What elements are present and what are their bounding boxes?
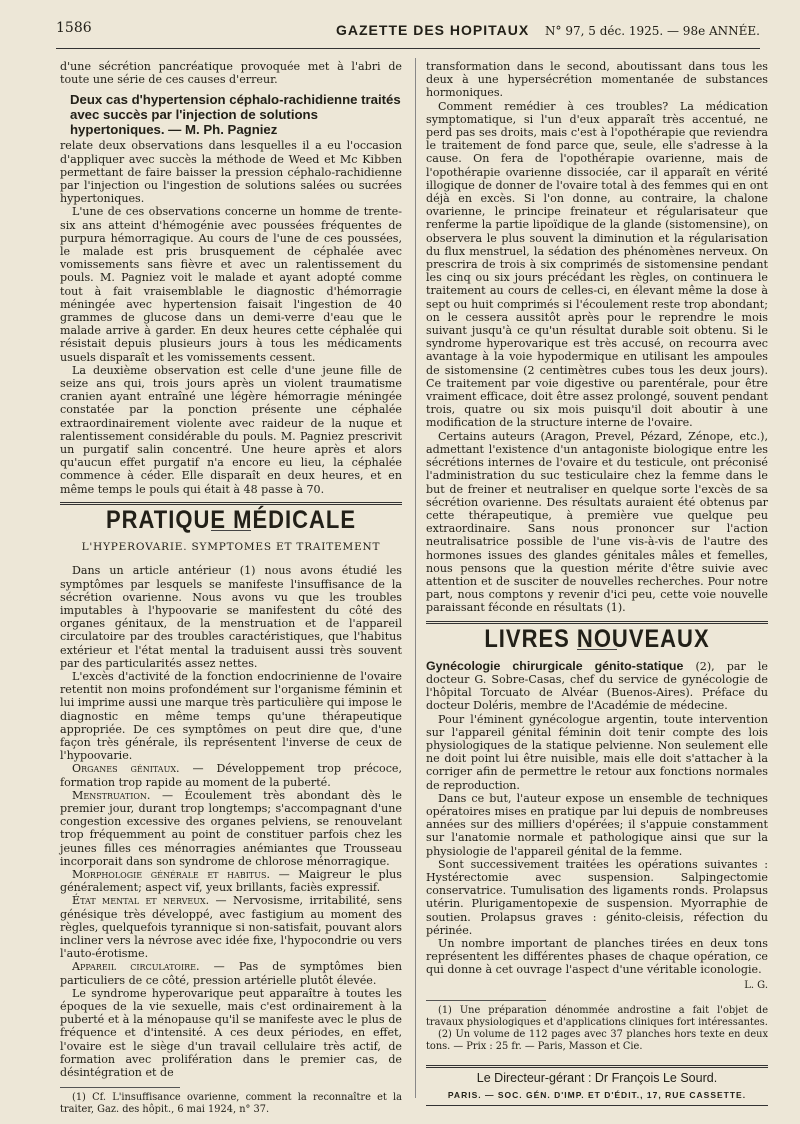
footnote-rule bbox=[60, 1087, 180, 1088]
right-column bbox=[426, 60, 768, 1106]
footnote-rule bbox=[426, 1000, 546, 1001]
column-separator bbox=[415, 58, 416, 1098]
intro-paragraph: d'une sécrétion pancréatique provoquée met à l'abri de toute une série de ces causes d'erreur. bbox=[60, 60, 402, 87]
paragraph: relate deux observations dans lesquelles il a eu l'occasion d'appliquer avec succès la méthode de Weed et Mc Kibben permettant de faire baisser la pression céphalo-rachidienne par l'injection ou l'ingestion de solutions salées ou sucrées hypertoniques. bbox=[60, 139, 402, 206]
run-in-label: Appareil circulatoire. bbox=[72, 960, 200, 974]
paragraph: L'excès d'activité de la fonction endocrinienne de l'ovaire retentit non moins profondément sur l'organisme féminin et lui imprime aussi une marque très particulière qui impose le diagnostic en même temps qu'une thérapeutique appropriée. De ces symptômes on peut dire que, d'une façon très générale, ils représentent l'inverse de ceux de l'hypoovarie. bbox=[60, 669, 402, 763]
paragraph: Dans un article antérieur (1) nous avons étudié les symptômes par lesquels se manifeste l'insuffisance de la sécrétion ovarienne. Nous avons vu que les troubles imputables à l'hypoovarie se manifestent du côté des organes génitaux, de la menstruation et de l'appareil circulatoire par des troubles caractéristiques, que l'habitus extérieur et l'état mental la traduisent aussi très souvent par des particularités assez nettes. bbox=[60, 564, 402, 670]
paragraph-etat-mental bbox=[60, 894, 402, 960]
paragraph-menstruation bbox=[60, 789, 402, 868]
journal-title: GAZETTE DES HOPITAUX bbox=[336, 22, 530, 38]
section-rule bbox=[426, 621, 768, 624]
footnote: (2) Un volume de 112 pages avec 37 planches hors texte en deux tons. — Prix : 25 fr. — Paris, Masson et Cie. bbox=[426, 1028, 768, 1052]
paragraph: L'une de ces observations concerne un homme de trente-six ans atteint d'hémogénie avec poussées fréquentes de purpura hémorragique. Au cours de l'une de ces poussées, le malade est pris brusquement de céphalée avec vomissements sans fièvre et avec un ralentissement du pouls. M. Pagniez voit le malade et ayant adopté comme tout à fait vraisemblable le diagnostic d'hémorragie méningée avec hypertension faisait l'ingestion de 40 grammes de glucose dans un demi-verre d'eau que le malade arrive à garder. En deux heures cette céphalée qui résistait depuis plusieurs jours à tous les médicaments usuels disparaît et les vomissements cessent. bbox=[60, 205, 402, 364]
paragraph: Pour l'éminent gynécologue argentin, toute intervention sur l'appareil génital féminin doit tenir compte des lois physiologiques de la statique pelvienne. Non seulement elle ne doit point lui être nuisible, mais elle doit s'attacher à la corriger afin de permettre le retour aux fonctions normales de reproduction. bbox=[426, 712, 768, 792]
header-rule bbox=[56, 48, 760, 49]
paragraph: Sont successivement traitées les opérations suivantes : Hystérectomie avec suspension. Salpingectomie conservatrice. Tumulisation des ligaments ronds. Prolapsus utérin. Plurigamentopexie de suspension. Myorraphie de soutien. Prolapsus graves : génito-cleisis, réfection du périnée. bbox=[426, 857, 768, 937]
paragraph: Comment remédier à ces troubles? La médication symptomatique, si l'un d'eux apparaît très accentué, ne perd pas ses droits, mais c'est à l'opothérapie que reviendra le traitement de fond parce que, seule, elle s'adresse à la cause. On fera de l'opothérapie ovarienne, mais de l'opothérapie ovarienne dissociée, car il apparaît en vérité illogique de donner de l'ovaire total à des femmes qui en ont déjà en excès. Si l'on donne, au contraire, la chalone ovarienne, le principe freinateur et régularisateur que renferme la partie lipoïdique de la glande (sistomensine), on observera le plus souvent la diminution et la régularisation du flux menstruel, la sédation des phénomènes nerveux. On prescrira de trois à six comprimés de sistomensine pendant les cinq ou six jours précédant les règles, on continuera le traitement au cours de celles-ci, en élevant même la dose à sept ou huit comprimés si l'écoulement reste trop abondant; on le cessera aussitôt après pour le reprendre le mois suivant jusqu'à ce qu'un résultat durable soit obtenu. Si le syndrome hyperovarique est très accusé, on recourra avec avantage à la voie hypodermique en utilisant les ampoules de sistomensine (2 centimètres cubes tous les deux jours). Ce traitement par voie digestive ou parentérale, pour être vraiment efficace, doit être assez prolongé, souvent pendant trois, quatre ou six mois puisqu'il doit aboutir à une modification de la structure interne de l'ovaire. bbox=[426, 99, 768, 430]
running-header bbox=[56, 14, 760, 46]
section-title: LIVRES NOUVEAUX bbox=[484, 623, 710, 653]
paragraph: Certains auteurs (Aragon, Prevel, Pézard, Zénope, etc.), admettant l'existence d'un antagoniste biologique entre les sécrétions internes de l'ovaire et du testicule, ont préconisé l'administration du suc testiculaire chez la femme dans le but de freiner et neutraliser en quelque sorte l'excès de sa sécrétion ovarienne. Des résultats auraient été obtenus par cette thérapeutique, à première vue quelque peu extraordinaire. Sans nous prononcer sur l'action neutralisatrice possible de l'une vis-à-vis de l'autre des hormones issues des glandes génitales mâles et femelles, nous pensons que la question mérite d'être suivie avec attention et de susciter de nouvelles recherches. Pour notre part, nous comptons y revenir d'ici peu, cette voie nouvelle paraissant féconde en résultats (1). bbox=[426, 429, 768, 615]
run-in-text: — Maigreur le plus généralement; aspect vif, yeux brillants, faciès expressif. bbox=[60, 867, 402, 895]
paragraph-organes bbox=[60, 762, 402, 788]
section-title: PRATIQUE MÉDICALE bbox=[105, 505, 357, 534]
book-entry bbox=[426, 660, 768, 713]
bottom-rule bbox=[426, 1105, 768, 1106]
footer-rule bbox=[426, 1065, 768, 1068]
book-details: (2), par le docteur G. Sobre-Casas, chef du service de gynécologie de l'hôpital Torcuato de Alvéar (Buenos-Aires). Préface du docteur Doléris, membre de l'Académie de médecine. bbox=[426, 659, 768, 713]
article-subheading: L'HYPEROVARIE. SYMPTOMES ET TRAITEMENT bbox=[81, 541, 381, 554]
run-in-text: — Nervosisme, irritabilité, sens génésique très développé, avec fastigium au moment des règles, quelquefois tyrannique si non-satisfait, pouvant alors incliner vers la névrose avec idée fixe, l'hypocondrie ou vers l'auto-érotisme. bbox=[60, 894, 403, 961]
paragraph: Un nombre important de planches tirées en deux tons représentent les différentes phases de chaque opération, ce qui donne à cet ouvrage l'aspect d'une véritable iconologie. bbox=[426, 937, 768, 977]
run-in-label: Morphologie générale et habitus. bbox=[72, 867, 270, 881]
run-in-text: — Écoulement très abondant dès le premier jour, durant trop longtemps; s'accompagnant d'une congestion excessive des organes pelviens, se renouvelant trop fréquemment au point de constituer parfois chez les jeunes filles ces ménorragies anémiantes que Trousseau incorporait dans son syndrome de chlorose ménorragique. bbox=[60, 788, 402, 868]
left-column bbox=[60, 60, 402, 1116]
article-heading: Deux cas d'hypertension céphalo-rachidienne traités avec succès par l'injection de solutions hypertoniques. — M. Ph. Pagniez bbox=[70, 92, 401, 138]
run-in-text: — Pas de symptômes bien particuliers de ce côté, pression artérielle plutôt élevée. bbox=[60, 960, 402, 987]
publisher-credit: Le Directeur-gérant : Dr François Le Sourd. bbox=[476, 1070, 718, 1085]
paragraph: La deuxième observation est celle d'une jeune fille de seize ans qui, trois jours après un violent traumatisme cranien ayant entraîné une légère hémorragie méningée constatée par la ponction présente une céphalée extraordinairement violente avec raideur de la nuque et ralentissement considérable du pouls. M. Pagniez prescrivit un purgatif salin concentré. Une heure après et alors qu'aucun effet purgatif n'a encore eu lieu, la céphalée commence à céder. Elle disparaît en deux heures, et en même temps le pouls qui était à 48 passe à 70. bbox=[60, 363, 402, 496]
paragraph: Dans ce but, l'auteur expose un ensemble de techniques opératoires mises en pratique par lui depuis de nombreuses années sur des milliers d'opérées; il s'appuie constamment sur l'anatomie normale et pathologique ainsi que sur la physiologie de l'appareil génital de la femme. bbox=[426, 791, 768, 858]
paragraph: Le syndrome hyperovarique peut apparaître à toutes les époques de la vie sexuelle, mais c'est ordinairement à la puberté et à la ménopause qu'il se manifeste avec le plus de fréquence et d'intensité. A ces deux périodes, en effet, l'ovaire est le siège d'un travail cellulaire très actif, de formation avec prolifération dans le premier cas, de désintégration et de bbox=[60, 986, 402, 1080]
footnote: (1) Cf. L'insuffisance ovarienne, comment la reconnaître et la traiter, Gaz. des hôpit., 6 mai 1924, n° 37. bbox=[60, 1092, 402, 1116]
paragraph-morphologie bbox=[60, 868, 402, 894]
printer-credit: PARIS. — SOC. GÉN. D'IMP. ET D'ÉDIT., 17, RUE CASSETTE. bbox=[447, 1090, 747, 1101]
book-title: Gynécologie chirurgicale génito-statique bbox=[426, 658, 684, 673]
review-signature: L. G. bbox=[744, 979, 768, 991]
paragraph-appareil bbox=[60, 960, 402, 986]
run-in-label: Menstruation. bbox=[72, 788, 151, 802]
footnote: (1) Une préparation dénommée androstine a fait l'objet de travaux physiologiques et d'applications cliniques fort intéressantes. bbox=[426, 1004, 768, 1028]
run-in-label: Organes génitaux. bbox=[72, 762, 180, 776]
issue-info: N° 97, 5 déc. 1925. — 98e ANNÉE. bbox=[545, 24, 760, 38]
run-in-label: État mental et nerveux. bbox=[72, 894, 210, 908]
page-number: 1586 bbox=[56, 20, 92, 36]
paragraph: transformation dans le second, aboutissant dans tous les deux à une hypersécrétion momentanée de substances hormoniques. bbox=[426, 60, 768, 100]
run-in-text: — Développement trop précoce, formation trop rapide au moment de la puberté. bbox=[60, 762, 402, 789]
